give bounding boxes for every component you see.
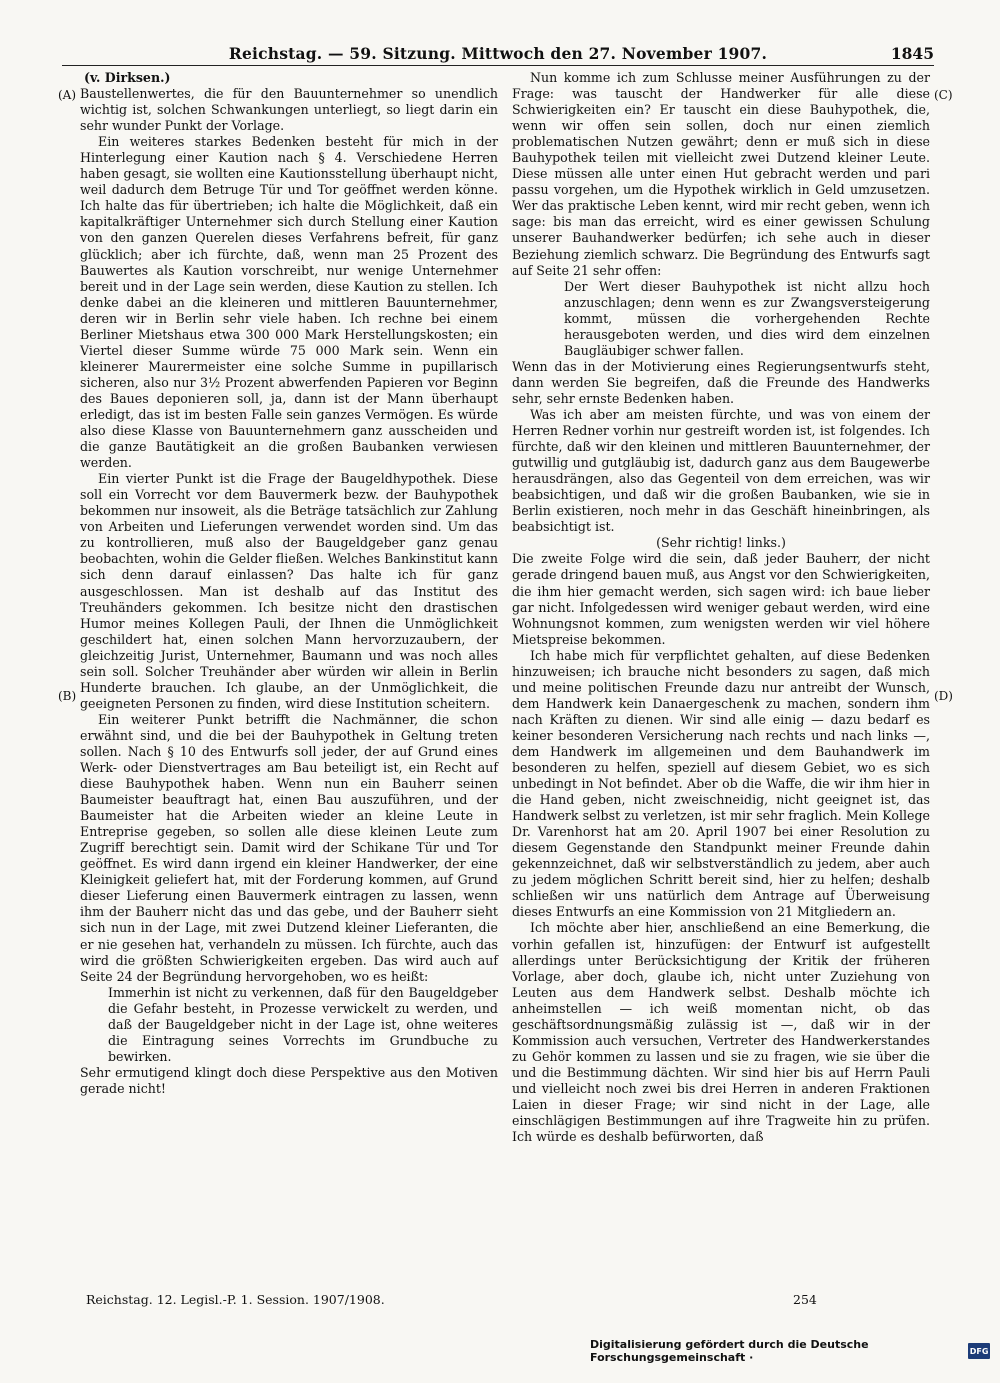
- margin-mark-c: (C): [934, 88, 953, 102]
- paragraph: Was ich aber am meisten fürchte, und was von einem der Herren Redner vorhin nur gestreift worden ist, ist folgendes. Ich fürchte, daß wir den kleinen und mittleren Bauunternehmer, der gutwillig und gutgläubig ist, dadurch ganz aus dem Baugewerbe herausdrängen, also das Gegenteil von dem erreichen, was wir beabsichtigen, und daß wir die großen Baubanken, wie sie in Berlin existieren, noch mehr in das Geschäft hineinbringen, als beabsichtigt ist.: [512, 406, 930, 535]
- speaker-name: (v. Dirksen.): [84, 70, 171, 85]
- margin-mark-d: (D): [934, 689, 953, 703]
- paragraph: Die zweite Folge wird die sein, daß jeder Bauherr, der nicht gerade dringend bauen muß, aus Angst vor den Schwierigkeiten, die ihm hier gemacht werden, sich sagen wird: ich baue lieber gar nicht. Infolgedessen wird weniger gebaut werden, wird eine Wohnungsnot kommen, zum wenigsten werden wir viel höhere Mietspreise bekommen.: [512, 551, 930, 647]
- paragraph: Ein vierter Punkt ist die Frage der Baugeldhypothek. Diese soll ein Vorrecht vor dem Bauvermerk bezw. der Bauhypothek bekommen nur insoweit, als die Beträge tatsächlich zur Zahlung von Arbeiten und Lieferungen verwendet worden sind. Um das zu kontrollieren, muß also der Baugeldgeber ganz genau beobachten, wohin die Gelder fließen. Welches Bankinstitut kann sich denn darauf einlassen? Das halte ich für ganz ausgeschlossen. Man ist deshalb auf das Institut des Treuhänders gekommen. Ich besitze nicht den drastischen Humor meines Kollegen Pauli, der Ihnen die Unmöglichkeit geschildert hat, einen solchen Mann hervorzuzaubern, der gleichzeitig Jurist, Unternehmer, Baumann und was noch alles sein soll. Solcher Treuhänder aber würden wir allein in Berlin Hunderte brauchen. Ich glaube, an der Unmöglichkeit, die geeigneten Personen zu finden, wird diese Institution scheitern.: [80, 471, 498, 711]
- paragraph: Ein weiterer Punkt betrifft die Nachmänner, die schon erwähnt sind, und die bei der Bauhypothek in Geltung treten sollen. Nach § 10 des Entwurfs soll jeder, der auf Grund eines Werk- oder Dienstvertrages am Bau beteiligt ist, ein Recht auf diese Bauhypothek haben. Wenn nun ein Bauherr seinen Baumeister beauftragt hat, einen Bau auszuführen, und der Baumeister hat die Arbeiten wieder an kleine Leute in Entreprise gegeben, so sollen alle diese kleinen Leute zum Zugriff berechtigt sein. Damit wird der Schikane Tür und Tor geöffnet. Es wird dann irgend ein kleiner Handwerker, der eine Kleinigkeit geliefert hat, mit der Forderung kommen, auf Grund dieser Lieferung einen Bauvermerk eintragen zu lassen, wenn ihm der Bauherr nicht das und das gebe, und der Bauherr sieht sich nun in der Lage, mit zwei Dutzend kleiner Lieferanten, die er nie gesehen hat, verhandeln zu müssen. Ich fürchte, auch das wird die größten Schwierigkeiten ergeben. Das wird auch auf Seite 24 der Begründung hervorgehoben, wo es heißt:: [80, 711, 498, 984]
- footer-session: Reichstag. 12. Legisl.-P. 1. Session. 1907/1908.: [86, 1292, 385, 1307]
- paragraph: Wenn das in der Motivierung eines Regierungsentwurfs steht, dann werden Sie begreifen, daß die Freunde des Handwerks sehr, sehr ernste Bedenken haben.: [512, 358, 930, 406]
- paragraph: Nun komme ich zum Schlusse meiner Ausführungen zu der Frage: was tauscht der Handwerker für alle diese Schwierigkeiten ein? Er tauscht ein diese Bauhypothek, die, wenn wir offen sein sollen, doch nur einen ziemlich problematischen Nutzen gewährt; denn er muß sich in diese Bauhypothek teilen mit vielleicht zwei Dutzend kleiner Leute. Diese müssen alle unter einen Hut gebracht werden und pari passu vorgehen, um die Hypothek wirklich in Geld umzusetzen. Wer das praktische Leben kennt, wird mir recht geben, wenn ich sage: bis man das erreicht, wird es einer gewissen Schulung unserer Bauhandwerker bedürfen; ich sehe auch in dieser Beziehung ziemlich schwarz. Die Begründung des Entwurfs sagt auf Seite 21 sehr offen:: [512, 70, 930, 278]
- block-quote: Der Wert dieser Bauhypothek ist nicht allzu hoch anzuschlagen; denn wenn es zur Zwangsversteigerung kommt, müssen die vorhergehenden Rechte herausgeboten werden, und dies wird dem einzelnen Baugläubiger schwer fallen.: [564, 278, 930, 358]
- footer-signature: 254: [793, 1292, 817, 1307]
- paragraph: Sehr ermutigend klingt doch diese Perspektive aus den Motiven gerade nicht!: [80, 1064, 498, 1096]
- right-column: [512, 70, 930, 1145]
- page-number: 1845: [890, 44, 934, 63]
- paragraph: Ein weiteres starkes Bedenken besteht für mich in der Hinterlegung einer Kaution nach § 4. Verschiedene Herren haben gesagt, sie wollten eine Kautionsstellung überhaupt nicht, weil dadurch dem Betruge Tür und Tor geöffnet werden könne. Ich halte das für übertrieben; ich halte die Möglichkeit, daß ein kapitalkräftiger Unternehmer sich durch Stellung einer Kaution von den ganzen Querelen dieses Verfahrens befreit, für ganz glücklich; aber ich fürchte, daß, wenn man 25 Prozent des Bauwertes als Kaution vorschreibt, nur wenige Unternehmer bereit und in der Lage sein werden, diese Kaution zu stellen. Ich denke dabei an die kleineren und mittleren Bauunternehmer, deren wir in Berlin sehr viele haben. Ich rechne bei einem Berliner Mietshaus etwa 300 000 Mark Herstellungskosten; ein Viertel dieser Summe würde 75 000 Mark sein. Wenn ein kleinerer Maurermeister eine solche Summe in pupillarisch sicheren, also nur 3½ Prozent abwerfenden Papieren vor Beginn des Baues deponieren soll, ja, dann ist der Mann überhaupt erledigt, das ist im besten Falle sein ganzes Vermögen. Es würde also diese Klasse von Bauunternehmern ganz ausscheiden und die ganze Bautätigkeit an die großen Baubanken verwiesen werden.: [80, 134, 498, 471]
- paragraph: Baustellenwertes, die für den Bauunternehmer so unendlich wichtig ist, solchen Schwankungen unterliegt, so liegt darin ein sehr wunder Punkt der Vorlage.: [80, 86, 498, 134]
- funding-text: Digitalisierung gefördert durch die Deutsche Forschungsgemeinschaft ·: [590, 1338, 869, 1364]
- funding-notice: [590, 1338, 990, 1364]
- margin-mark-a: (A): [58, 88, 77, 102]
- header-title: Reichstag. — 59. Sitzung. Mittwoch den 27. November 1907.: [228, 44, 768, 63]
- interjection-remark: (Sehr richtig! links.): [656, 535, 786, 551]
- paragraph: Ich möchte aber hier, anschließend an eine Bemerkung, die vorhin gefallen ist, hinzufügen: der Entwurf ist aufgestellt allerdings unter Berücksichtigung der Kritik der früheren Vorlage, aber doch, glaube ich, nicht unter Zuziehung von Leuten aus dem Handwerk selbst. Deshalb möchte ich anheimstellen — ich weiß momentan nicht, ob das geschäftsordnungsmäßig zulässig ist —, daß wir in der Kommission auch versuchen, Vertreter des Handwerkerstandes zu Gehör kommen zu lassen und sie zu fragen, wie sie über die und die Bestimmung dächten. Wir sind hier bis auf Herrn Pauli und vielleicht noch zwei bis drei Herren in anderen Fraktionen Laien in dieser Frage; wir sind nicht in der Lage, alle einschlägigen Bestimmungen auf ihre Tragweite hin zu prüfen. Ich würde es deshalb befürworten, daß: [512, 920, 930, 1145]
- paragraph: Ich habe mich für verpflichtet gehalten, auf diese Bedenken hinzuweisen; ich brauche nicht besonders zu sagen, daß mich und meine politischen Freunde dazu nur antreibt der Wunsch, dem Handwerk kein Danaergeschenk zu machen, sondern ihm nach Kräften zu dienen. Wir sind alle einig — dazu bedarf es keiner besonderen Versicherung nach rechts und nach links —, dem Handwerk im allgemeinen und dem Bauhandwerk im besonderen zu helfen, speziell auf diesem Gebiet, wo es sich unbedingt in Not befindet. Aber ob die Waffe, die wir ihm hier in die Hand geben, nicht zweischneidig, nicht geeignet ist, das Handwerk selbst zu verletzen, ist mir sehr fraglich. Mein Kollege Dr. Varenhorst hat am 20. April 1907 bei einer Resolution zu diesem Gegenstande den Standpunkt meiner Freunde dahin gekennzeichnet, daß wir selbstverständlich zu jedem, aber auch zu jedem möglichen Schritt bereit sind, hier zu helfen; deshalb schließen wir uns natürlich dem Antrage auf Überweisung dieses Entwurfs an eine Kommission von 21 Mitgliedern an.: [512, 647, 930, 920]
- block-quote: Immerhin ist nicht zu verkennen, daß für den Baugeldgeber die Gefahr besteht, in Prozesse verwickelt zu werden, und daß der Baugeldgeber nicht in der Lage ist, ohne weiteres die Eintragung seines Vorrechts im Grundbuche zu bewirken.: [108, 984, 498, 1064]
- dfg-logo-icon: DFG: [968, 1343, 990, 1359]
- margin-mark-b: (B): [58, 689, 77, 703]
- page-header: [62, 44, 934, 66]
- left-column: [80, 70, 498, 1097]
